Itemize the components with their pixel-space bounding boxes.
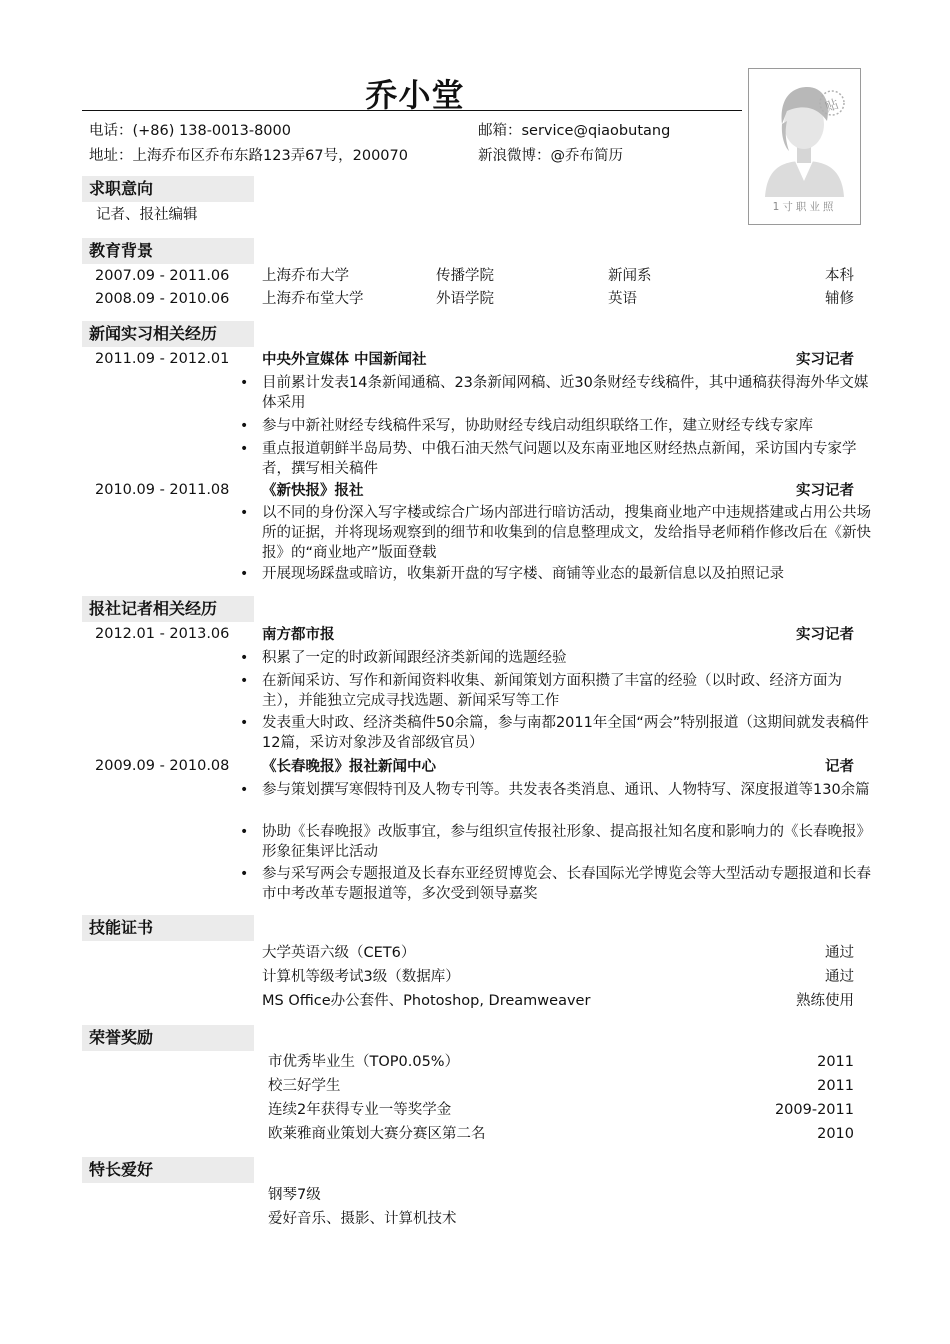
job-bullet: 协助《长春晚报》改版事宜，参与组织宣传报社形象、提高报社知名度和影响力的《长春晚报》形象征集评比活动 [262, 824, 871, 860]
skill-name: 计算机等级考试3级（数据库） [262, 969, 460, 985]
edu-date: 2007.09 - 2011.06 [95, 268, 230, 284]
edu-school: 上海乔布堂大学 [262, 291, 364, 307]
edu-major: 新闻系 [608, 268, 652, 284]
bullet-dot: • [240, 505, 249, 521]
title-divider [82, 110, 742, 111]
photo-stamp: 贴 [823, 97, 841, 116]
skill-level: 熟练使用 [796, 993, 854, 1009]
objective-text: 记者、报社编辑 [96, 207, 198, 223]
photo-caption: 1寸职业照 [772, 201, 837, 213]
section-heading-news-intern: 新闻实习相关经历 [82, 321, 254, 347]
job-bullet: 开展现场踩盘或暗访，收集新开盘的写字楼、商铺等业态的最新信息以及拍照记录 [262, 566, 784, 582]
job-bullet: 在新闻采访、写作和新闻资料收集、新闻策划方面积攒了丰富的经验（以时政、经济方面为主），并能独立完成寻找选题、新闻采写等工作 [262, 673, 842, 709]
phone: 电话：(+86) 138-0013-8000 [89, 123, 291, 139]
job-org: 《新快报》报社 [262, 483, 364, 499]
honor-year: 2010 [817, 1126, 854, 1142]
bullet-dot: • [240, 441, 249, 457]
job-role: 实习记者 [796, 352, 854, 368]
skill-name: MS Office办公套件、Photoshop, Dreamweaver [262, 993, 591, 1009]
section-heading-objective: 求职意向 [82, 176, 254, 202]
job-org: 南方都市报 [262, 627, 335, 643]
job-org: 中央外宣媒体 中国新闻社 [262, 352, 427, 368]
bullet-dot: • [240, 715, 249, 731]
skill-name: 大学英语六级（CET6） [262, 945, 416, 961]
honor-name: 校三好学生 [268, 1078, 341, 1094]
edu-date: 2008.09 - 2010.06 [95, 291, 230, 307]
section-heading-skills: 技能证书 [82, 915, 254, 941]
job-bullet: 参与策划撰写寒假特刊及人物专刊等。共发表各类消息、通讯、人物特写、深度报道等130余篇 [262, 782, 870, 798]
hobby-item: 爱好音乐、摄影、计算机技术 [268, 1211, 457, 1227]
bullet-dot: • [240, 650, 249, 666]
edu-degree: 辅修 [825, 291, 854, 307]
resume-name: 乔小堂 [365, 76, 465, 114]
job-bullet: 目前累计发表14条新闻通稿、23条新闻网稿、近30条财经专线稿件，其中通稿获得海外华文媒体采用 [262, 375, 869, 411]
job-date: 2011.09 - 2012.01 [95, 351, 230, 367]
job-date: 2010.09 - 2011.08 [95, 482, 230, 498]
address: 地址：上海乔布区乔布东路123弄67号，200070 [89, 148, 408, 164]
section-heading-education: 教育背景 [82, 238, 254, 264]
job-bullet: 参与采写两会专题报道及长春东亚经贸博览会、长春国际光学博览会等大型活动专题报道和长春市中考改革专题报道等，多次受到领导嘉奖 [262, 866, 871, 902]
job-role: 实习记者 [796, 483, 854, 499]
bullet-dot: • [240, 866, 249, 882]
skill-level: 通过 [825, 969, 854, 985]
edu-college: 外语学院 [436, 291, 494, 307]
email: 邮箱：service@qiaobutang [478, 123, 671, 139]
weibo: 新浪微博：@乔布简历 [478, 148, 623, 164]
bullet-dot: • [240, 782, 249, 798]
section-heading-honors: 荣誉奖励 [82, 1025, 254, 1051]
bullet-dot: • [240, 673, 249, 689]
edu-degree: 本科 [825, 268, 854, 284]
job-role: 记者 [825, 759, 854, 775]
job-role: 实习记者 [796, 627, 854, 643]
job-bullet: 重点报道朝鲜半岛局势、中俄石油天然气问题以及东南亚地区财经热点新闻，采访国内专家学者，撰写相关稿件 [262, 441, 857, 477]
job-bullet: 发表重大时政、经济类稿件50余篇，参与南都2011年全国“两会”特别报道（这期间就发表稿件12篇，采访对象涉及省部级官员） [262, 715, 869, 751]
edu-school: 上海乔布大学 [262, 268, 349, 284]
skill-level: 通过 [825, 945, 854, 961]
section-heading-press-exp: 报社记者相关经历 [82, 596, 254, 622]
bullet-dot: • [240, 824, 249, 840]
job-date: 2009.09 - 2010.08 [95, 758, 230, 774]
bullet-dot: • [240, 375, 249, 391]
job-bullet: 参与中新社财经专线稿件采写，协助财经专线启动组织联络工作，建立财经专线专家库 [262, 418, 813, 434]
bullet-dot: • [240, 418, 249, 434]
photo-placeholder [748, 68, 861, 225]
honor-name: 市优秀毕业生（TOP0.05%） [268, 1054, 460, 1070]
hobby-item: 钢琴7级 [268, 1187, 321, 1203]
job-org: 《长春晚报》报社新闻中心 [262, 759, 436, 775]
edu-major: 英语 [608, 291, 637, 307]
job-date: 2012.01 - 2013.06 [95, 626, 230, 642]
honor-year: 2011 [817, 1078, 854, 1094]
job-bullet: 以不同的身份深入写字楼或综合广场内部进行暗访活动，搜集商业地产中违规搭建或占用公共场所的证据，并将现场观察到的细节和收集到的信息整理成文，发给指导老师稍作修改后在《新快报》的“商业地产”版面登载 [262, 505, 871, 561]
bullet-dot: • [240, 566, 249, 582]
honor-year: 2009-2011 [774, 1102, 854, 1118]
edu-college: 传播学院 [436, 268, 494, 284]
honor-name: 欧莱雅商业策划大赛分赛区第二名 [268, 1126, 486, 1142]
job-bullet: 积累了一定的时政新闻跟经济类新闻的选题经验 [262, 650, 567, 666]
honor-year: 2011 [817, 1054, 854, 1070]
section-heading-hobbies: 特长爱好 [82, 1157, 254, 1183]
honor-name: 连续2年获得专业一等奖学金 [268, 1102, 452, 1118]
